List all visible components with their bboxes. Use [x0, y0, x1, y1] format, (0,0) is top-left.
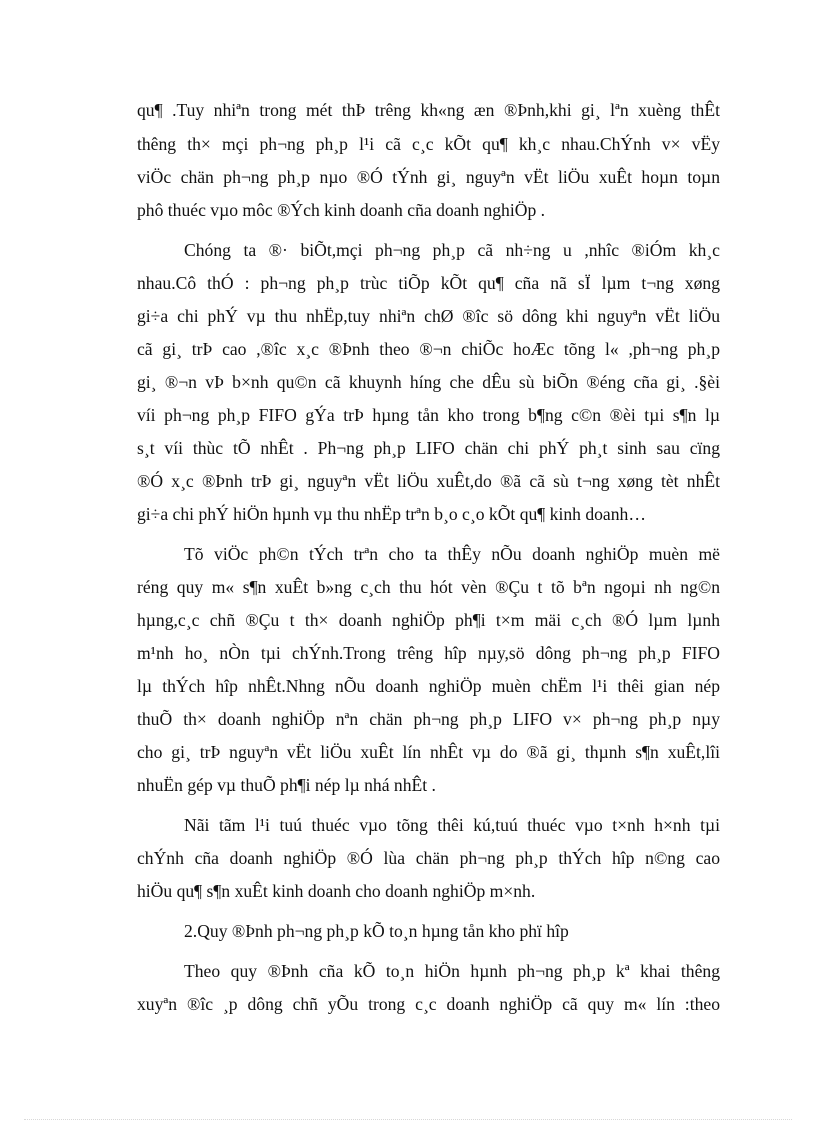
paragraph-2-line-5: gi¸ ®¬n vÞ b×nh qu©n cã khuynh híng che dÊu sù biÕn ®éng cña gi¸ .§èi: [137, 372, 720, 392]
section-heading: 2.Quy ®Þnh ph¬ng ph¸p kÕ to¸n hµng tån kho phï hîp: [184, 921, 569, 941]
paragraph-4-line-3: hiÖu qu¶ s¶n xuÊt kinh doanh cho doanh nghiÖp m×nh.: [137, 881, 536, 901]
paragraph-2-line-6: víi ph¬ng ph¸p FIFO gÝa trÞ hµng tån kho trong b¶ng c©n ®èi tµi s¶n lµ: [137, 405, 720, 425]
paragraph-1-line-4: phô thuéc vµo môc ®Ých kinh doanh cña doanh nghiÖp .: [137, 200, 546, 220]
paragraph-1-line-1: qu¶ .Tuy nhiªn trong mét thÞ trêng kh«ng æn ®Þnh,khi gi¸ lªn xuèng thÊt: [137, 100, 720, 120]
paragraph-2-line-7: s¸t víi thùc tÕ nhÊt . Ph¬ng ph¸p LIFO chän chi phÝ ph¸t sinh sau cïng: [137, 438, 720, 458]
paragraph-5-line-2: xuyªn ®îc ¸p dông chñ yÕu trong c¸c doanh nghiÖp cã quy m« lín :theo: [137, 994, 720, 1014]
paragraph-4-line-2: chÝnh cña doanh nghiÖp ®Ó lùa chän ph¬ng ph¸p thÝch hîp n©ng cao: [137, 848, 720, 868]
paragraph-2-line-4: cã gi¸ trÞ cao ,®îc x¸c ®Þnh theo ®¬n chiÕc hoÆc tõng l« ,ph¬ng ph¸p: [137, 339, 720, 359]
paragraph-3-line-6: thuÕ th× doanh nghiÖp nªn chän ph¬ng ph¸p LIFO v× ph¬ng ph¸p nµy: [137, 709, 720, 729]
paragraph-3-line-8: nhuËn gép vµ thuÕ ph¶i nép lµ nhá nhÊt .: [137, 775, 436, 795]
page-bottom-divider: [24, 1119, 792, 1120]
paragraph-3-line-4: m¹nh ho¸ nÒn tµi chÝnh.Trong trêng hîp nµy,sö dông ph¬ng ph¸p FIFO: [137, 643, 720, 663]
paragraph-2-line-2: nhau.Cô thÓ : ph¬ng ph¸p trùc tiÕp kÕt qu¶ cña nã sÏ lµm t¬ng xøng: [137, 273, 720, 293]
paragraph-2-line-1: Chóng ta ®· biÕt,mçi ph¬ng ph¸p cã nh÷ng u ,nhîc ®iÓm kh¸c: [184, 240, 720, 260]
paragraph-2-line-9: gi÷a chi phÝ hiÖn hµnh vµ thu nhËp trªn b¸o c¸o kÕt qu¶ kinh doanh…: [137, 504, 646, 524]
paragraph-1-line-3: viÖc chän ph¬ng ph¸p nµo ®Ó tÝnh gi¸ nguyªn vËt liÖu xuÊt hoµn toµn: [137, 167, 720, 187]
paragraph-3-line-5: lµ thÝch hîp nhÊt.Nhng nÕu doanh nghiÖp muèn chËm l¹i thêi gian nép: [137, 676, 720, 696]
paragraph-3-line-3: hµng,c¸c chñ ®Çu t th× doanh nghiÖp ph¶i t×m mäi c¸ch ®Ó lµm lµnh: [137, 610, 720, 630]
paragraph-2-line-3: gi÷a chi phÝ vµ thu nhËp,tuy nhiªn chØ ®îc sö dông khi nguyªn vËt liÖu: [137, 306, 720, 326]
paragraph-3-line-1: Tõ viÖc ph©n tÝch trªn cho ta thÊy nÕu doanh nghiÖp muèn më: [184, 544, 720, 564]
paragraph-5-line-1: Theo quy ®Þnh cña kÕ to¸n hiÖn hµnh ph¬ng ph¸p kª khai thêng: [184, 961, 720, 981]
paragraph-4-line-1: Nãi tãm l¹i tuú thuéc vµo tõng thêi kú,tuú thuéc vµo t×nh h×nh tµi: [184, 815, 720, 835]
paragraph-3-line-2: réng quy m« s¶n xuÊt b»ng c¸ch thu hót vèn ®Çu t tõ bªn ngoµi nh ng©n: [137, 577, 720, 597]
paragraph-1-line-2: thêng th× mçi ph¬ng ph¸p l¹i cã c¸c kÕt qu¶ kh¸c nhau.ChÝnh v× vËy: [137, 134, 720, 154]
paragraph-2-line-8: ®Ó x¸c ®Þnh trÞ gi¸ nguyªn vËt liÖu xuÊt,do ®ã cã sù t¬ng xøng tèt nhÊt: [137, 471, 720, 491]
paragraph-3-line-7: cho gi¸ trÞ nguyªn vËt liÖu xuÊt lín nhÊt vµ do ®ã gi¸ thµnh s¶n xuÊt,lîi: [137, 742, 720, 762]
